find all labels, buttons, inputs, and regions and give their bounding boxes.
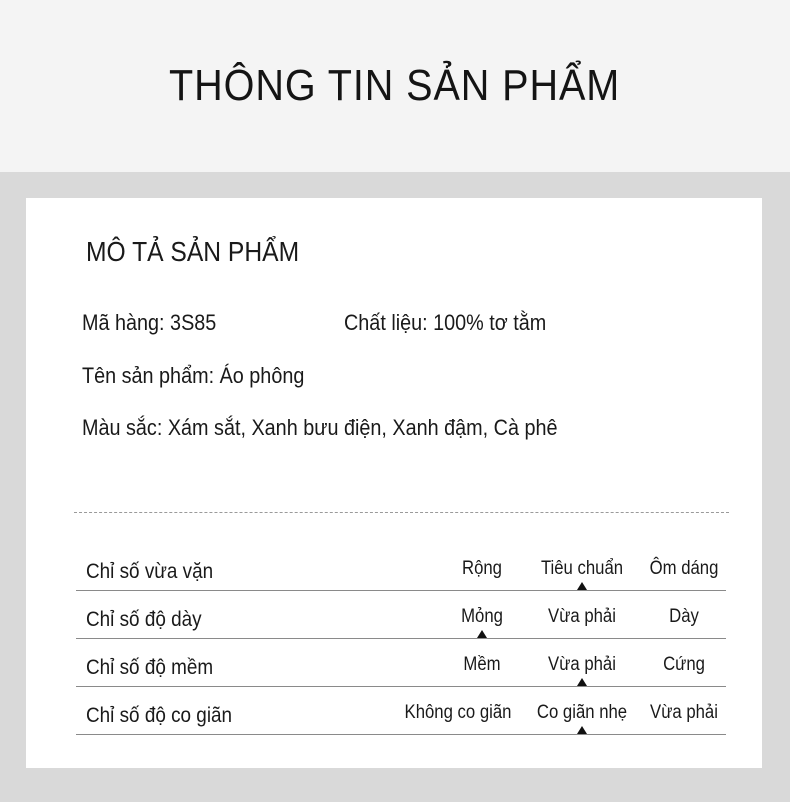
index-option: Tiêu chuẩn [540, 558, 624, 579]
index-option: Cứng [663, 654, 705, 675]
index-option: Ôm dáng [649, 558, 719, 579]
selected-marker-icon [577, 582, 587, 590]
section-title: MÔ TẢ SẢN PHẨM [86, 236, 300, 267]
product-material: Chất liệu: 100% tơ tằm [344, 310, 547, 335]
page-header [0, 0, 790, 172]
index-row-thickness [76, 590, 726, 639]
index-option: Mềm [463, 654, 501, 675]
product-colors: Màu sắc: Xám sắt, Xanh bưu điện, Xanh đậm, Cà phê [82, 415, 558, 440]
index-option: Không co giãn [404, 702, 512, 723]
index-label: Chỉ số độ mềm [86, 656, 214, 679]
index-row-softness [76, 638, 726, 687]
index-row-fit [76, 542, 726, 591]
page-title: THÔNG TIN SẢN PHẨM [169, 61, 621, 110]
product-code: Mã hàng: 3S85 [82, 310, 217, 335]
index-option: Dày [669, 606, 699, 627]
product-info-card [26, 198, 762, 768]
index-option: Rộng [462, 558, 502, 579]
index-label: Chỉ số độ dày [86, 608, 202, 631]
index-option: Vừa phải [548, 654, 616, 675]
selected-marker-icon [577, 726, 587, 734]
index-option: Vừa phải [650, 702, 718, 723]
product-name: Tên sản phẩm: Áo phông [82, 363, 305, 388]
dashed-divider [74, 512, 729, 513]
selected-marker-icon [577, 678, 587, 686]
selected-marker-icon [477, 630, 487, 638]
index-row-stretch [76, 686, 726, 735]
index-option: Co giãn nhẹ [536, 702, 628, 723]
index-label: Chỉ số độ co giãn [86, 704, 233, 727]
index-option: Vừa phải [548, 606, 616, 627]
index-label: Chỉ số vừa vặn [86, 560, 214, 583]
index-option: Mỏng [461, 606, 503, 627]
